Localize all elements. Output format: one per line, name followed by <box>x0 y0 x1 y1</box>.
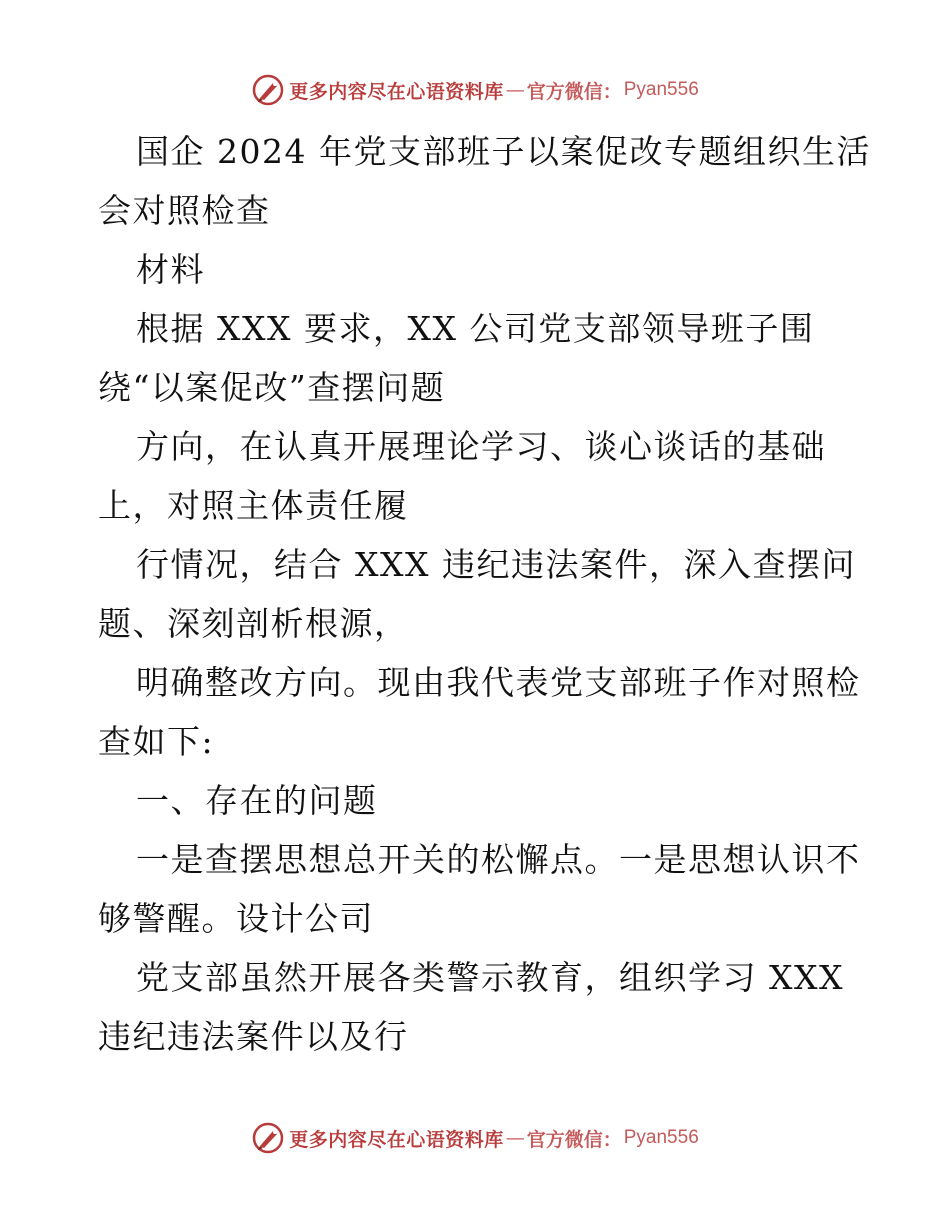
banner-separator: — <box>505 79 525 101</box>
banner-official-label: 官方微信： <box>526 1128 622 1151</box>
document-line: 党支部虽然开展各类警示教育，组织学习 XXX <box>136 958 844 997</box>
header-banner <box>0 70 950 110</box>
document-line: 行情况，结合 XXX 违纪违法案件，深入查摆问 <box>136 545 856 584</box>
document-line: 违纪违法案件以及行 <box>98 1017 409 1056</box>
document-line: 材料 <box>136 250 205 289</box>
document-line: 一、存在的问题 <box>136 781 378 820</box>
document-line: 绕“以案促改”查摆问题 <box>98 368 446 407</box>
banner-main-text: 更多内容尽在心语资料库 <box>289 1128 504 1151</box>
document-line: 根据 XXX 要求，XX 公司党支部领导班子围 <box>136 309 815 348</box>
document-line: 查如下: <box>98 722 215 761</box>
pen-logo-icon <box>251 73 285 107</box>
pen-logo-icon <box>251 1121 285 1155</box>
document-line: 够警醒。设计公司 <box>98 899 374 938</box>
document-body <box>98 122 871 1066</box>
banner-wechat-id: Pyan556 <box>623 79 699 100</box>
document-line: 上，对照主体责任履 <box>98 486 409 525</box>
banner-separator: — <box>505 1127 525 1149</box>
document-line: 明确整改方向。现由我代表党支部班子作对照检 <box>136 663 861 702</box>
footer-banner <box>0 1118 950 1158</box>
banner-official-label: 官方微信： <box>526 80 622 103</box>
document-line: 方向，在认真开展理论学习、谈心谈话的基础 <box>136 427 826 466</box>
banner-main-text: 更多内容尽在心语资料库 <box>289 80 504 103</box>
document-line: 会对照检查 <box>98 191 271 230</box>
banner-wechat-id: Pyan556 <box>623 1127 699 1148</box>
document-line: 国企 2024 年党支部班子以案促改专题组织生活 <box>136 132 871 171</box>
document-line: 题、深刻剖析根源， <box>98 604 409 643</box>
document-line: 一是查摆思想总开关的松懈点。一是思想认识不 <box>136 840 861 879</box>
